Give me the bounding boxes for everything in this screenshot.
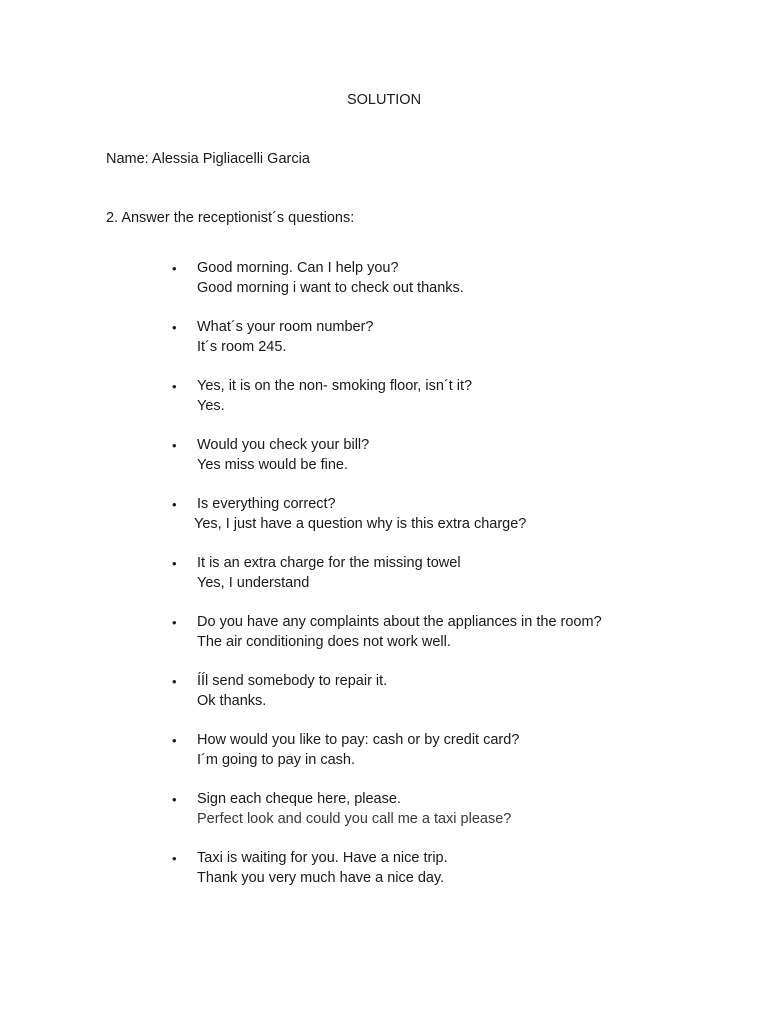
guest-answer: Yes miss would be fine. bbox=[197, 456, 348, 473]
receptionist-question: Do you have any complaints about the appliances in the room? bbox=[197, 614, 602, 630]
guest-answer: Yes, I understand bbox=[197, 574, 310, 591]
guest-answer: The air conditioning does not work well. bbox=[197, 633, 451, 650]
bullet-icon: • bbox=[172, 261, 177, 276]
receptionist-question: Sign each cheque here, please. bbox=[197, 791, 401, 807]
guest-answer: Ok thanks. bbox=[197, 692, 267, 709]
bullet-icon: • bbox=[172, 851, 177, 866]
guest-answer: Yes. bbox=[197, 397, 225, 414]
receptionist-question: ÍÍl send somebody to repair it. bbox=[197, 673, 388, 689]
bullet-icon: • bbox=[172, 438, 177, 453]
receptionist-question: Is everything correct? bbox=[197, 496, 336, 512]
guest-answer: Yes, I just have a question why is this extra charge? bbox=[194, 515, 527, 532]
bullet-icon: • bbox=[172, 615, 177, 630]
guest-answer: Good morning i want to check out thanks. bbox=[197, 279, 464, 296]
receptionist-question: What´s your room number? bbox=[197, 319, 374, 335]
receptionist-question: It is an extra charge for the missing towel bbox=[197, 555, 461, 571]
bullet-icon: • bbox=[172, 792, 177, 807]
student-name: Name: Alessia Pigliacelli Garcia bbox=[106, 151, 310, 167]
guest-answer: I´m going to pay in cash. bbox=[197, 751, 355, 768]
bullet-icon: • bbox=[172, 379, 177, 394]
bullet-icon: • bbox=[172, 320, 177, 335]
bullet-icon: • bbox=[172, 674, 177, 689]
receptionist-question: Would you check your bill? bbox=[197, 437, 370, 453]
receptionist-question: How would you like to pay: cash or by credit card? bbox=[197, 732, 520, 748]
bullet-icon: • bbox=[172, 556, 177, 571]
bullet-icon: • bbox=[172, 733, 177, 748]
guest-answer: Thank you very much have a nice day. bbox=[197, 869, 445, 886]
receptionist-question: Good morning. Can I help you? bbox=[197, 260, 399, 276]
receptionist-question: Taxi is waiting for you. Have a nice trip. bbox=[197, 850, 448, 866]
bullet-icon: • bbox=[172, 497, 177, 512]
document-title: SOLUTION bbox=[346, 92, 422, 108]
exercise-instruction: 2. Answer the receptionist´s questions: bbox=[106, 210, 355, 226]
receptionist-question: Yes, it is on the non- smoking floor, isn´t it? bbox=[197, 378, 473, 394]
guest-answer: It´s room 245. bbox=[197, 338, 287, 355]
guest-answer: Perfect look and could you call me a taxi please? bbox=[197, 810, 512, 827]
